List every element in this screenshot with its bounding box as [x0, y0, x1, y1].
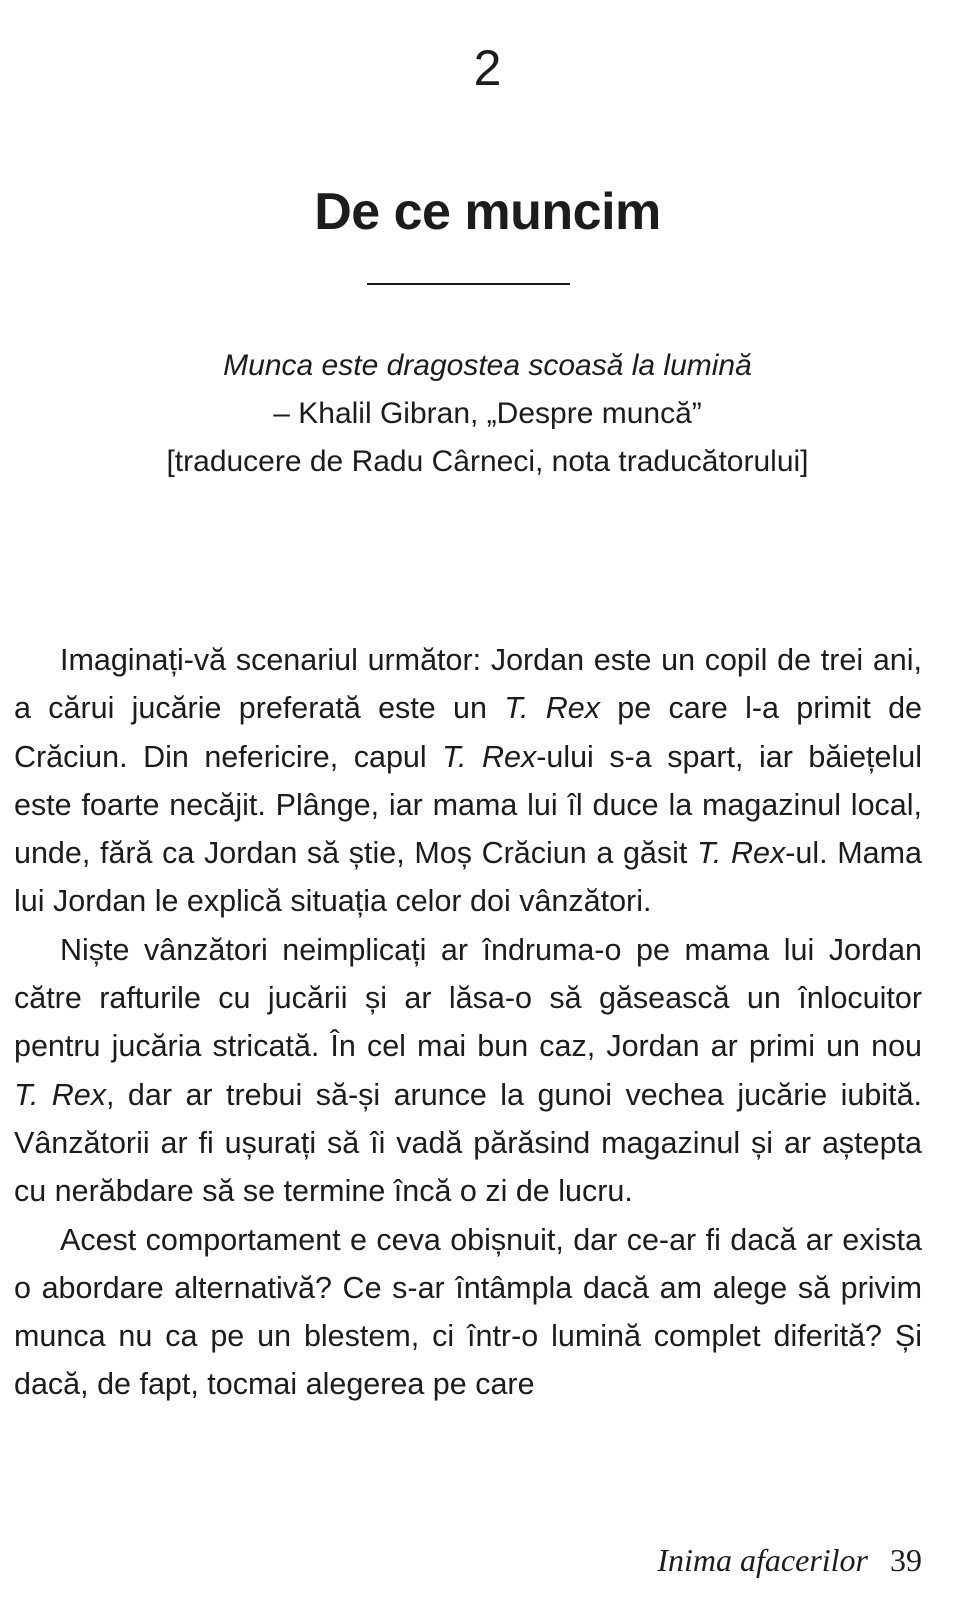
epigraph-quote: Munca este dragostea scoasă la lumină [223, 349, 752, 382]
text-run: , dar ar trebui să-și arunce la gunoi vechea jucărie iubită. Vânzătorii ar fi ușurați să îi vadă părăsind magazinul și ar aștepta cu nerăbdare să se termine încă o zi de lucru. [14, 1077, 922, 1209]
epigraph [0, 342, 975, 486]
chapter-number: 2 [473, 40, 502, 96]
emphasis-text: T. Rex [697, 836, 786, 871]
paragraph-1 [14, 636, 922, 926]
text-run: Imaginați-vă scenariul următor: Jordan este un copil de trei ani, a cărui jucărie preferată este un [14, 643, 922, 726]
emphasis-text: T. Rex [504, 691, 601, 726]
emphasis-text: T. Rex [442, 739, 537, 774]
text-run: -ului s-a spart, iar băiețelul este foarte necăjit. Plânge, iar mama lui îl duce la magazinul local, unde, fără ca Jordan să știe, Moș Crăciun a găsit [14, 739, 922, 871]
paragraph-3 [14, 1216, 922, 1409]
body-text [14, 636, 922, 1409]
page-footer [657, 1538, 922, 1582]
text-run: pe care l-a primit de Crăciun. Din nefericire, capul [14, 691, 922, 774]
title-divider [367, 283, 570, 285]
emphasis-text: T. Rex [14, 1077, 106, 1112]
epigraph-attribution: – Khalil Gibran, „Despre muncă” [273, 397, 702, 430]
footer-book-title: Inima afacerilor [657, 1542, 868, 1578]
text-run: Acest comportament e ceva obișnuit, dar ce-ar fi dacă ar exista o abordare alternativă? Ce s-ar întâmpla dacă am alege să privim munca nu ca pe un blestem, ci într-o lumină complet diferită? Și dacă, de fapt, tocmai alegerea pe care [14, 1222, 922, 1402]
paragraph-2 [14, 926, 922, 1216]
chapter-title: De ce muncim [314, 183, 661, 241]
text-run: -ul. Mama lui Jordan le explică situația celor doi vânzători. [14, 836, 922, 919]
epigraph-note: [traducere de Radu Cârneci, nota traducătorului] [166, 445, 809, 478]
page-number: 39 [890, 1542, 922, 1578]
text-run: Niște vânzători neimplicați ar îndruma-o pe mama lui Jordan către rafturile cu jucării și ar lăsa-o să găsească un înlocuitor pentru jucăria stricată. În cel mai bun caz, Jordan ar primi un nou [14, 932, 922, 1064]
